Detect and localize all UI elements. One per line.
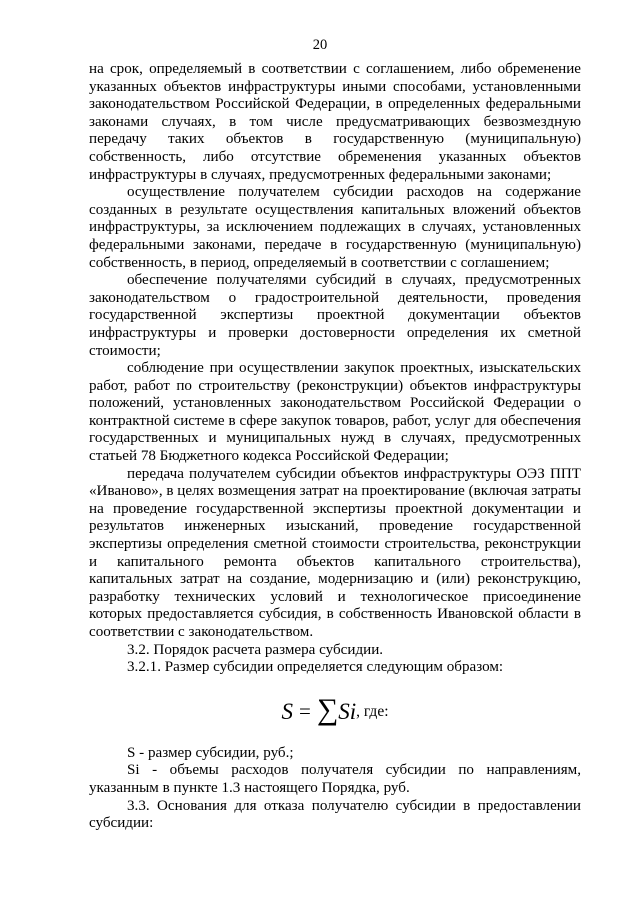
section-heading: 3.2. Порядок расчета размера субсидии.	[127, 641, 384, 658]
document-body	[89, 61, 581, 833]
definition-si: Si - объемы расходов получателя субсидии по направлениям, указанным в пункте 1.3 настоящего Порядка, руб.	[89, 762, 581, 796]
formula-rhs: Si	[338, 698, 357, 724]
paragraph: 3.2.1. Размер субсидии определяется следующим образом:	[127, 659, 504, 676]
formula-suffix: , где:	[356, 702, 389, 720]
formula-lhs: S	[281, 698, 293, 724]
definition-s: S - размер субсидии, руб.;	[127, 744, 294, 761]
paragraph: передача получателем субсидии объектов инфраструктуры ОЭЗ ППТ «Иваново», в целях возмещения затрат на проектирование (включая затраты на проведение государственной экспертизы проектной документации и результатов инженерных изысканий, проведение государственной экспертизы определения сметной стоимости строительства, реконструкции и капитального ремонта объектов капитального строительства), капитальных затрат на создание, модернизацию и (или) реконструкцию, разработку технических условий и технологическое присоединение которых предоставляется субсидия, в собственность Ивановской области в соответствии с законодательством.	[89, 465, 582, 640]
page-number: 20	[312, 37, 328, 53]
paragraph: соблюдение при осуществлении закупок проектных, изыскательских работ, работ по строительству (реконструкции) объектов инфраструктуры положений, установленных законодательством Российской Федерации о контрактной системе в сфере закупок товаров, работ, услуг для обеспечения государственных и муниципальных нужд в случаях, предусмотренных статьей 78 Бюджетного кодекса Российской Федерации;	[89, 360, 581, 465]
formula-equals: =	[298, 698, 311, 723]
paragraph: осуществление получателем субсидии расходов на содержание созданных в результате осуществления капитальных вложений объектов инфраструктуры, за исключением подлежащих в случаях, установленных федеральными законами, передаче в государственную (муниципальную) собственность, в период, определяемый в соответствии с соглашением;	[89, 184, 581, 271]
section-heading: 3.3. Основания для отказа получателю субсидии в предоставлении субсидии:	[89, 797, 581, 832]
paragraph: обеспечение получателями субсидий в случаях, предусмотренных законодательством о градостроительной деятельности, проведения государственной экспертизы проектной документации объектов инфраструктуры и проверки достоверности определения их сметной стоимости;	[89, 272, 581, 359]
paragraph: на срок, определяемый в соответствии с соглашением, либо обременение указанных объектов инфраструктуры иными способами, установленными законодательством Российской Федерации, в определенных федеральными законами случаях, в том числе предусматривающих безвозмездную передачу таких объектов в государственную (муниципальную) собственность, либо отсутствие обременения указанных объектов инфраструктуры в случаях, предусмотренных федеральными законами;	[89, 61, 581, 183]
sum-symbol: ∑	[316, 692, 339, 726]
subsidy-formula	[89, 683, 581, 741]
